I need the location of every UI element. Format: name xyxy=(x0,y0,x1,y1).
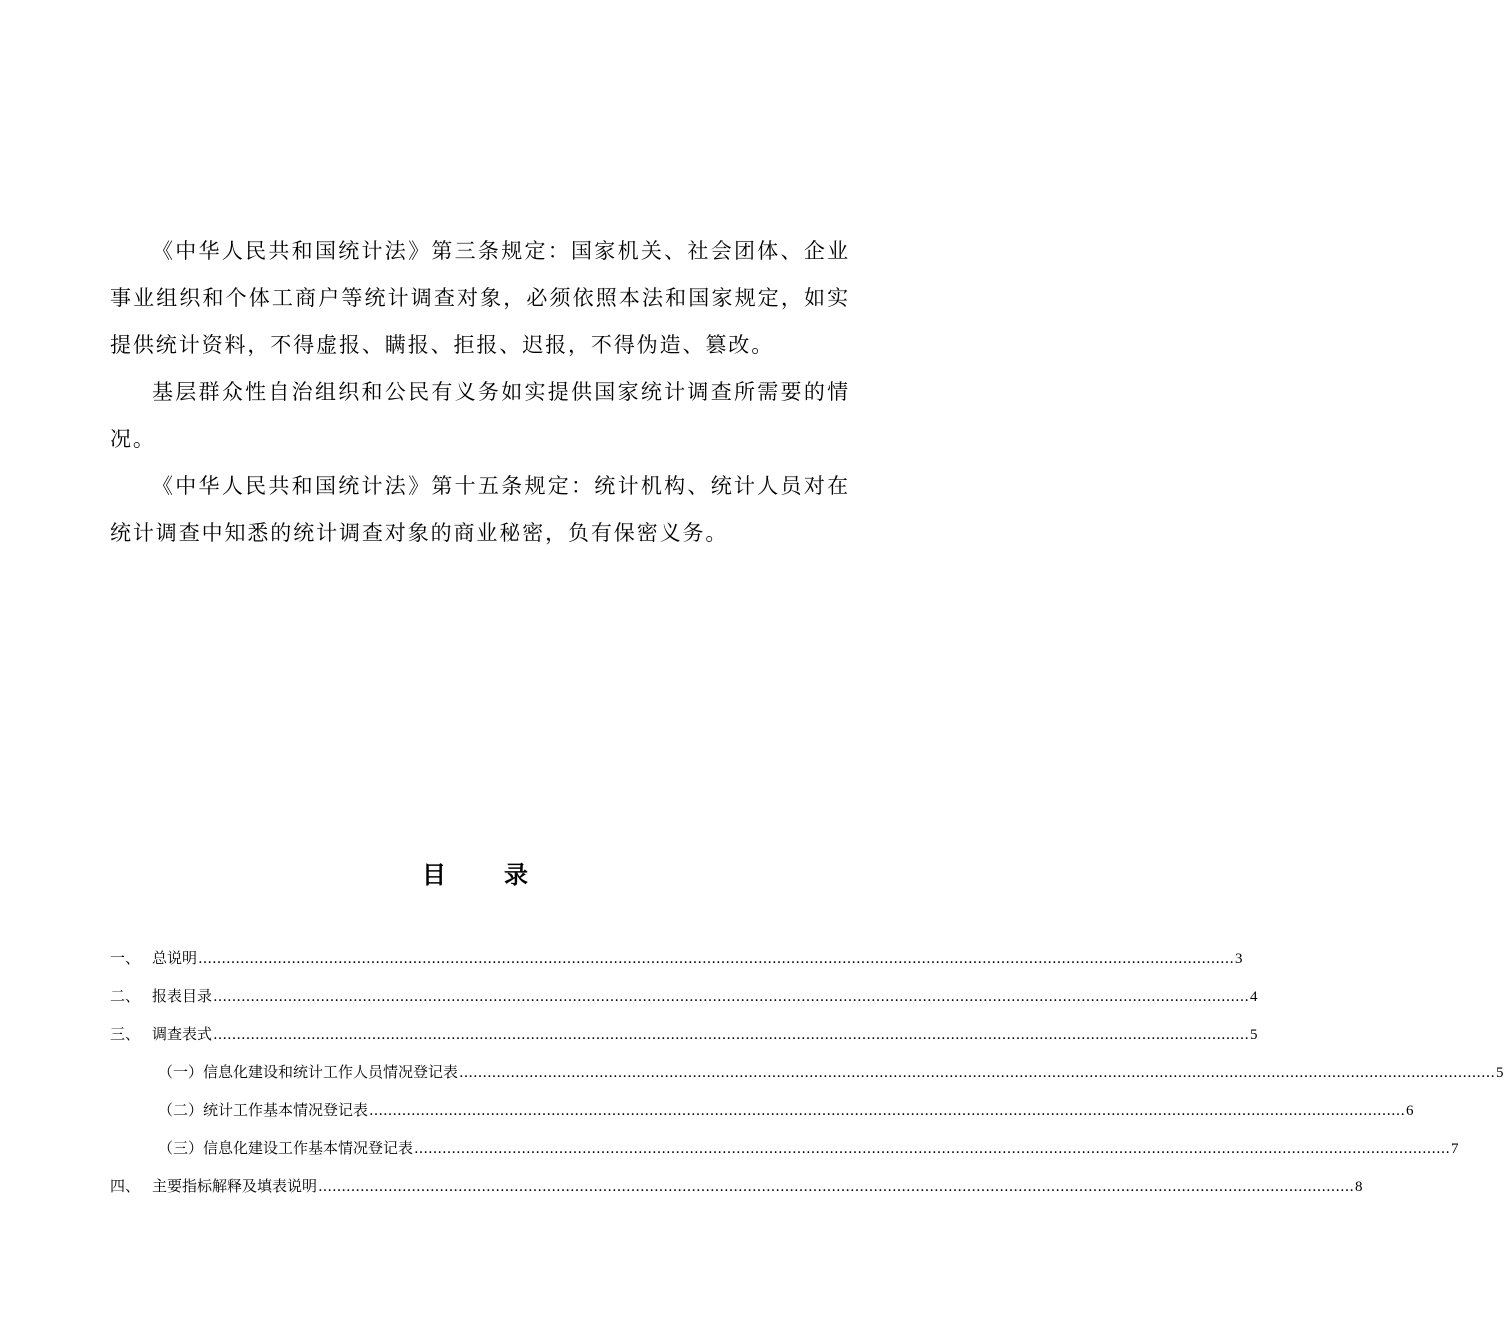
toc-entry-number: 一、 xyxy=(110,949,141,967)
toc-entry-survey-forms[interactable] xyxy=(110,1020,1258,1058)
toc-entry-indicator-explanations[interactable] xyxy=(110,1172,1363,1210)
toc-title: 目录 xyxy=(422,861,586,889)
legal-notice xyxy=(110,228,850,557)
toc-dot-leader: …………………………………………………………………………………………………………………………………………………………………………………………………… xyxy=(318,1179,1355,1195)
legal-paragraph-article-15: 《中华人民共和国统计法》第十五条规定：统计机构、统计人员对在统计调查中知悉的统计调查对象的商业秘密，负有保密义务。 xyxy=(110,474,850,545)
toc-subentry-informatization-work[interactable] xyxy=(110,1134,1459,1172)
toc-entry-page: 6 xyxy=(1406,1103,1414,1119)
toc-entry-page: 7 xyxy=(1451,1141,1459,1157)
legal-paragraph-article-3: 《中华人民共和国统计法》第三条规定：国家机关、社会团体、企业事业组织和个体工商户等统计调查对象，必须依照本法和国家规定，如实提供统计资料，不得虚报、瞒报、拒报、迟报，不得伪造、篡改。 xyxy=(110,239,850,357)
toc-entry-page: 4 xyxy=(1250,989,1258,1005)
toc-subentry-statistics-work[interactable] xyxy=(110,1096,1414,1134)
toc-entry-label: 调查表式 xyxy=(152,1025,213,1043)
legal-paragraph-public-duty: 基层群众性自治组织和公民有义务如实提供国家统计调查所需要的情况。 xyxy=(110,380,850,451)
toc-dot-leader: …………………………………………………………………………………………………………………………………………………………………………………………………… xyxy=(414,1141,1451,1157)
toc-entry-label: 主要指标解释及填表说明 xyxy=(152,1177,318,1195)
table-of-contents xyxy=(110,944,1504,1210)
toc-entry-label: （一）信息化建设和统计工作人员情况登记表 xyxy=(158,1063,459,1081)
toc-entry-number: 二、 xyxy=(110,987,141,1005)
toc-entry-report-catalog[interactable] xyxy=(110,982,1258,1020)
toc-entry-number: 三、 xyxy=(110,1025,141,1043)
toc-dot-leader: …………………………………………………………………………………………………………………………………………………………………………………………………… xyxy=(213,1027,1250,1043)
toc-entry-number: 四、 xyxy=(110,1177,141,1195)
toc-entry-page: 5 xyxy=(1250,1027,1258,1043)
toc-dot-leader: …………………………………………………………………………………………………………………………………………………………………………………………………… xyxy=(213,989,1250,1005)
toc-subentry-staff-registration[interactable] xyxy=(110,1058,1504,1096)
toc-entry-label: 报表目录 xyxy=(152,987,213,1005)
toc-entry-general-notes[interactable] xyxy=(110,944,1243,982)
toc-entry-page: 5 xyxy=(1496,1065,1504,1081)
toc-dot-leader: …………………………………………………………………………………………………………………………………………………………………………………………………… xyxy=(459,1065,1496,1081)
toc-entry-label: （三）信息化建设工作基本情况登记表 xyxy=(158,1139,414,1157)
toc-entry-label: 总说明 xyxy=(152,949,198,967)
toc-entry-page: 3 xyxy=(1235,951,1243,967)
toc-dot-leader: …………………………………………………………………………………………………………………………………………………………………………………………………… xyxy=(198,951,1235,967)
toc-entry-label: （二）统计工作基本情况登记表 xyxy=(158,1101,369,1119)
toc-entry-page: 8 xyxy=(1355,1179,1363,1195)
toc-dot-leader: …………………………………………………………………………………………………………………………………………………………………………………………………… xyxy=(369,1103,1406,1119)
